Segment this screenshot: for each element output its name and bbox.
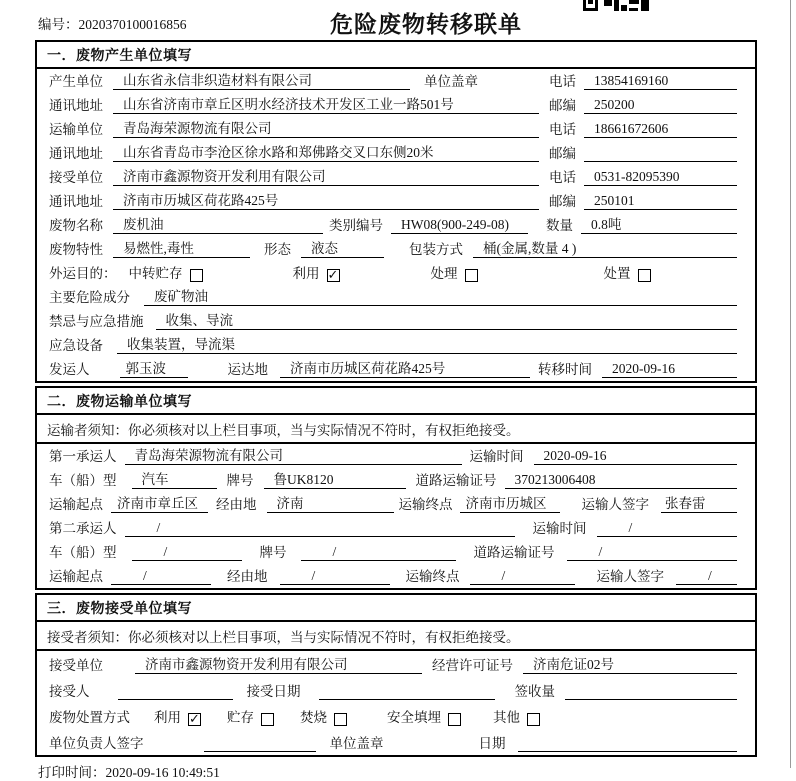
disposal-option-other-checkbox: [527, 713, 540, 726]
waste-qty-label: 数量: [546, 218, 573, 233]
receiver-address-value: 济南市历城区荷花路425号: [113, 189, 539, 210]
transporter-address-row: [37, 141, 755, 165]
route1-end-value: 济南市历城区: [460, 492, 560, 513]
route2-sign-value: /: [676, 568, 737, 585]
route1-sign-label: 运输人签字: [581, 497, 649, 512]
waste-category-value: HW08(900-249-08): [391, 217, 528, 234]
disposal-option-landfill-checkbox: [448, 713, 461, 726]
disposal-option-storage-label: 贮存: [227, 710, 254, 725]
emergency-equipment-row: [37, 333, 755, 357]
license-value: 济南危证02号: [523, 653, 737, 674]
emergency-measures-value: 收集、导流: [156, 309, 738, 330]
unit-seal2-label: 单位盖章: [329, 736, 384, 751]
road-permit1-label: 道路运输证号: [415, 473, 497, 488]
producer-phone-label: 电话: [549, 74, 576, 89]
destination-label: 运达地: [227, 362, 268, 377]
road-permit2-value: /: [567, 544, 738, 561]
plate1-value: 鲁UK8120: [264, 468, 406, 489]
receiver-phone-label: 电话: [549, 170, 576, 185]
signoff-date-value: [518, 736, 738, 752]
accept-unit-label: 接受单位: [49, 658, 103, 673]
receiver-unit-row: [37, 165, 755, 189]
vehicle2-type-value: /: [132, 544, 242, 561]
section1-title: 一．废物产生单位填写: [37, 42, 755, 69]
transporter-address-value: 山东省青岛市李沧区徐水路和郑佛路交叉口东侧20米: [113, 141, 539, 162]
accept-date-value: [319, 684, 495, 700]
waste-form-value: 液态: [301, 237, 384, 258]
producer-zip-label: 邮编: [549, 98, 576, 113]
waste-traits-value: 易燃性,毒性: [113, 237, 250, 258]
unit-seal-label: 单位盖章: [424, 74, 478, 89]
plate1-label: 牌号: [226, 473, 254, 488]
route1-origin-value: 济南市章丘区: [111, 492, 208, 513]
section-waste-producer: [35, 40, 757, 383]
plate2-label: 牌号: [259, 545, 287, 560]
section-waste-receiver: [35, 593, 757, 757]
waste-traits-row: [37, 237, 755, 261]
signoff-date-label: 日期: [478, 736, 506, 751]
route1-row: [37, 492, 755, 516]
receiver-unit-value: 济南市鑫源物资开发利用有限公司: [113, 165, 539, 186]
disposal-option-utilize-checkbox: ✓: [189, 712, 200, 727]
purpose-option-utilize-label: 利用: [292, 266, 320, 281]
vehicle2-row: [37, 540, 755, 564]
shipper-value: 郭玉波: [120, 357, 188, 378]
print-time-label: 打印时间：: [38, 765, 106, 780]
waste-form-label: 形态: [264, 242, 291, 257]
waste-qty-value: 0.8吨: [581, 213, 737, 234]
route2-sign-label: 运输人签字: [596, 569, 664, 584]
disposal-option-incinerate-label: 焚烧: [300, 710, 327, 725]
first-carrier-label: 第一承运人: [49, 449, 117, 464]
purpose-option-dispose-label: 处置: [603, 266, 631, 281]
disposal-option-other: [493, 706, 540, 726]
signed-qty-label: 签收量: [514, 684, 555, 699]
disposal-option-landfill-label: 安全填埋: [387, 710, 441, 725]
route1-via-value: 济南: [267, 492, 394, 513]
transporter-address-label: 通讯地址: [49, 146, 103, 161]
transporter-phone-value: 18661672606: [584, 121, 737, 138]
hazard-component-value: 废矿物油: [144, 285, 737, 306]
disposal-option-storage-checkbox: [261, 713, 274, 726]
purpose-option-transfer-storage-checkbox: [190, 269, 203, 282]
route2-origin-label: 运输起点: [49, 569, 103, 584]
second-carrier-row: [37, 516, 755, 540]
disposal-option-landfill: [387, 706, 461, 726]
route1-end-label: 运输终点: [398, 497, 453, 512]
shipper-label: 发运人: [49, 362, 90, 377]
waste-name-row: [37, 213, 755, 237]
print-time: [38, 761, 796, 781]
document-header: [0, 0, 796, 40]
route1-origin-label: 运输起点: [49, 497, 103, 512]
disposal-option-storage: [227, 706, 274, 726]
license-label: 经营许可证号: [432, 658, 513, 673]
first-carrier-value: 青岛海荣源物流有限公司: [125, 444, 462, 465]
purpose-option-treat: [431, 262, 478, 282]
purpose-option-transfer-storage-label: 中转贮存: [128, 266, 183, 281]
accept-date-label: 接受日期: [246, 684, 301, 699]
document-number-label: 编号：: [38, 17, 79, 32]
transport-time1-value: 2020-09-16: [534, 448, 738, 465]
disposal-option-utilize: [154, 706, 201, 726]
waste-name-label: 废物名称: [49, 218, 103, 233]
page-title: 危险废物转移联单: [330, 12, 522, 37]
purpose-option-dispose: [604, 262, 651, 282]
accept-person-row: [37, 677, 755, 703]
transport-time2-value: /: [597, 520, 738, 537]
transporter-unit-value: 青岛海荣源物流有限公司: [113, 117, 539, 138]
receiver-address-label: 通讯地址: [49, 194, 103, 209]
producer-unit-row: [37, 69, 755, 93]
transporter-phone-label: 电话: [549, 122, 576, 137]
qr-code-fragment: [583, 0, 653, 11]
road-permit1-value: 370213006408: [505, 472, 738, 489]
vehicle1-type-label: 车（船）型: [49, 473, 117, 488]
hazard-component-row: [37, 285, 755, 309]
receiver-phone-value: 0531-82095390: [584, 169, 737, 186]
purpose-option-transfer-storage: [129, 262, 203, 282]
accept-unit-row: [37, 651, 755, 677]
purpose-option-dispose-checkbox: [638, 269, 651, 282]
page-edge-line: [790, 0, 791, 768]
disposal-option-other-label: 其他: [493, 710, 520, 725]
emergency-equipment-value: 收集装置，导流渠: [117, 333, 737, 354]
section2-title: 二．废物运输单位填写: [37, 388, 755, 415]
transporter-zip-label: 邮编: [549, 146, 576, 161]
route2-end-value: /: [470, 568, 575, 585]
destination-value: 济南市历城区荷花路425号: [280, 357, 530, 378]
producer-zip-value: 250200: [584, 97, 737, 114]
accept-person-label: 接受人: [49, 684, 90, 699]
producer-unit-label: 产生单位: [49, 74, 103, 89]
second-carrier-value: /: [125, 520, 515, 537]
shipping-row: [37, 357, 755, 381]
receiver-zip-value: 250101: [584, 193, 737, 210]
producer-address-label: 通讯地址: [49, 98, 103, 113]
vehicle2-type-label: 车（船）型: [49, 545, 117, 560]
route2-end-label: 运输终点: [405, 569, 460, 584]
document-number: [38, 13, 187, 33]
vehicle1-row: [37, 468, 755, 492]
disposal-option-incinerate: [300, 706, 347, 726]
responsible-sign-label: 单位负责人签字: [49, 736, 144, 751]
waste-category-label: 类别编号: [329, 218, 383, 233]
accept-person-value: [118, 684, 233, 700]
disposal-option-utilize-label: 利用: [154, 710, 181, 725]
transporter-unit-row: [37, 117, 755, 141]
receiver-zip-label: 邮编: [549, 194, 576, 209]
road-permit2-label: 道路运输证号: [473, 545, 555, 560]
route2-origin-value: /: [111, 568, 211, 585]
hazard-component-label: 主要危险成分: [49, 290, 130, 305]
document-number-value: 2020370100016856: [78, 17, 187, 32]
first-carrier-row: [37, 444, 755, 468]
plate2-value: /: [301, 544, 456, 561]
purpose-option-utilize-checkbox: ✓: [327, 268, 339, 283]
transfer-purpose-row: [37, 261, 755, 285]
responsible-sign-value: [204, 736, 316, 752]
disposal-method-label: 废物处置方式: [49, 710, 130, 725]
producer-phone-value: 13854169160: [584, 73, 737, 90]
producer-address-value: 山东省济南市章丘区明水经济技术开发区工业一路501号: [113, 93, 539, 114]
waste-packing-label: 包装方式: [409, 242, 463, 257]
signed-qty-value: [565, 684, 737, 700]
transport-time1-label: 运输时间: [469, 449, 524, 464]
transfer-time-value: 2020-09-16: [602, 361, 737, 378]
route2-row: [37, 564, 755, 588]
signoff-row: [37, 729, 755, 755]
transfer-purpose-label: 外运目的：: [49, 266, 117, 281]
transporter-zip-value: [584, 146, 737, 162]
emergency-measures-label: 禁忌与应急措施: [49, 314, 144, 329]
receiver-unit-label: 接受单位: [49, 170, 103, 185]
route2-via-value: /: [280, 568, 390, 585]
producer-address-row: [37, 93, 755, 117]
print-time-value: 2020-09-16 10:49:51: [105, 765, 220, 780]
section3-title: 三．废物接受单位填写: [37, 595, 755, 622]
transporter-unit-label: 运输单位: [49, 122, 103, 137]
accept-unit-value: 济南市鑫源物资开发利用有限公司: [135, 653, 422, 674]
purpose-option-treat-checkbox: [465, 269, 478, 282]
receiver-notice: 接受者须知：你必须核对以上栏目事项，当与实际情况不符时，有权拒绝接受。: [37, 622, 755, 651]
waste-name-value: 废机油: [113, 213, 323, 234]
route2-via-label: 经由地: [227, 569, 268, 584]
second-carrier-label: 第二承运人: [49, 521, 117, 536]
route1-sign-value: 张春雷: [661, 492, 737, 513]
emergency-equipment-label: 应急设备: [49, 338, 103, 353]
transport-time2-label: 运输时间: [532, 521, 587, 536]
route1-via-label: 经由地: [216, 497, 257, 512]
waste-packing-value: 桶(金属,数量 4 ): [473, 237, 737, 258]
vehicle1-type-value: 汽车: [132, 468, 217, 489]
producer-unit-value: 山东省永信非织造材料有限公司: [113, 69, 410, 90]
disposal-option-incinerate-checkbox: [334, 713, 347, 726]
disposal-method-row: [37, 703, 755, 729]
purpose-option-utilize: [293, 262, 340, 282]
purpose-option-treat-label: 处理: [430, 266, 458, 281]
transporter-notice: 运输者须知：你必须核对以上栏目事项，当与实际情况不符时，有权拒绝接受。: [37, 415, 755, 444]
receiver-address-row: [37, 189, 755, 213]
section-waste-transporter: [35, 386, 757, 590]
transfer-time-label: 转移时间: [538, 362, 592, 377]
waste-traits-label: 废物特性: [49, 242, 103, 257]
emergency-measures-row: [37, 309, 755, 333]
